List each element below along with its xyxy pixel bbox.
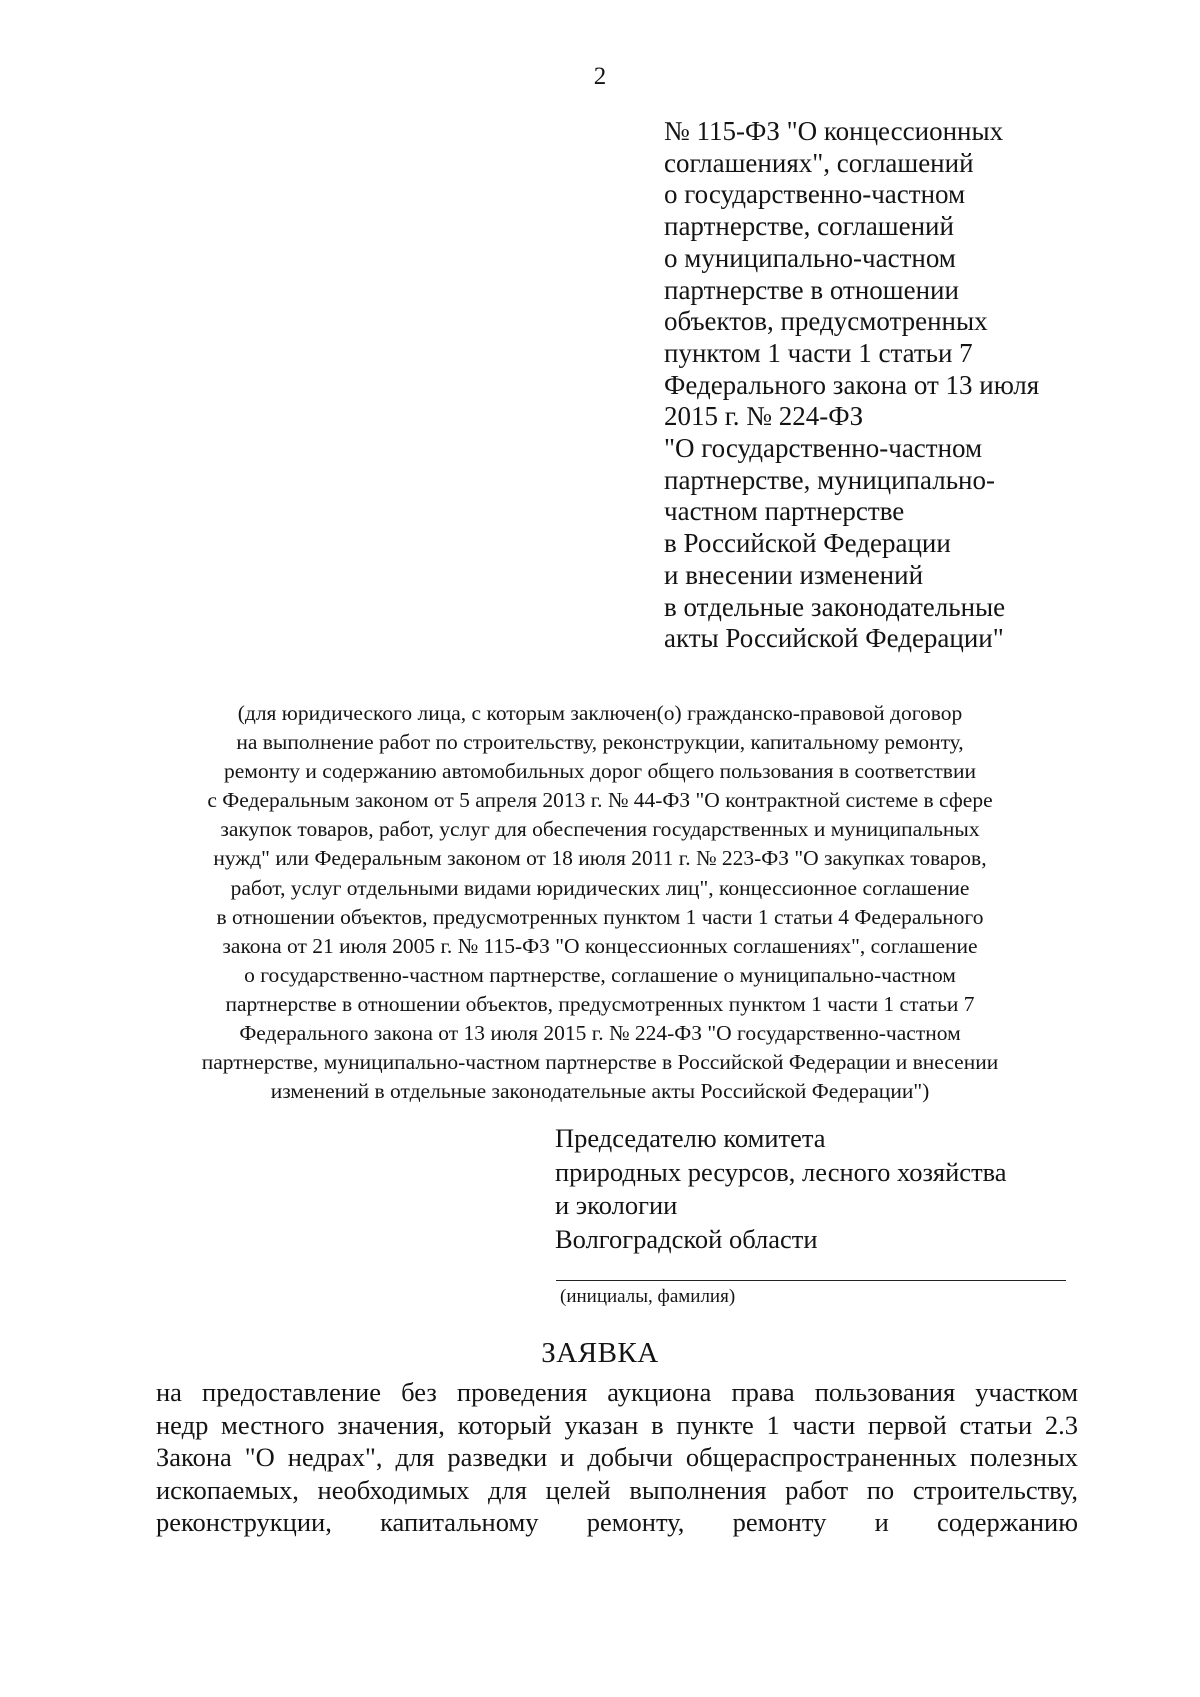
header-line: Федерального закона от 13 июля [664, 369, 1040, 400]
addressee-line: Председателю комитета [555, 1123, 826, 1153]
note-line: в отношении объектов, предусмотренных пунктом 1 части 1 статьи 4 Федерального [216, 904, 984, 929]
note-line: нужд" или Федеральным законом от 18 июля 2011 г. № 223-ФЗ "О закупках товаров, [213, 846, 987, 871]
header-line: пунктом 1 части 1 статьи 7 [664, 337, 973, 368]
header-line: "О государственно-частном [664, 433, 983, 464]
header-line: и внесении изменений [664, 559, 924, 590]
header-line: акты Российской Федерации" [664, 623, 1004, 654]
body-line: реконструкции, капитальному ремонту, ремонту и содержанию [156, 1507, 1078, 1537]
header-line: № 115-ФЗ "О концессионных [664, 116, 1004, 146]
note-line: партнерстве, муниципально-частном партнерстве в Российской Федерации и внесении [201, 1050, 999, 1075]
body-line: недр местного значения, который указан в пункте 1 части первой статьи 2.3 [156, 1409, 1078, 1440]
header-line: партнерстве, соглашений [664, 211, 954, 242]
addressee-block [555, 1122, 1115, 1256]
header-line: в Российской Федерации [664, 528, 951, 559]
note-line: (для юридического лица, с которым заключен(о) гражданско-правовой договор [237, 701, 963, 725]
signature-line [556, 1280, 1066, 1281]
header-line: о государственно-частном [664, 179, 966, 210]
header-line: партнерстве в отношении [664, 274, 959, 305]
header-line: объектов, предусмотренных [664, 306, 988, 337]
header-line: партнерстве, муниципально- [664, 464, 995, 495]
body-text [156, 1376, 1078, 1539]
header-line: 2015 г. № 224-ФЗ [664, 401, 864, 432]
note-line: изменений в отдельные законодательные акты Российской Федерации") [270, 1079, 930, 1104]
note-line: на выполнение работ по строительству, реконструкции, капитальному ремонту, [236, 730, 964, 755]
header-line: соглашениях", соглашений [664, 147, 974, 178]
body-line: Закона "О недрах", для разведки и добычи общераспространенных полезных [156, 1442, 1078, 1472]
note-line: закупок товаров, работ, услуг для обеспечения государственных и муниципальных [220, 817, 980, 842]
header-line: о муниципально-частном [664, 242, 956, 273]
note-line: о государственно-частном партнерстве, соглашение о муниципально-частном [244, 962, 956, 987]
note-line: Федерального закона от 13 июля 2015 г. № 224-ФЗ "О государственно-частном [239, 1021, 961, 1046]
addressee-line: и экологии [555, 1190, 678, 1221]
page-number: 2 [593, 63, 607, 90]
signature-caption: (инициалы, фамилия) [560, 1286, 736, 1307]
header-line: в отдельные законодательные [664, 591, 1006, 622]
body-line: на предоставление без проведения аукциона права пользования участком [156, 1377, 1078, 1407]
note-line: партнерстве в отношении объектов, предусмотренных пунктом 1 части 1 статьи 7 [225, 991, 975, 1016]
document-title: ЗАЯВКА [541, 1337, 659, 1369]
note-line: работ, услуг отдельными видами юридических лиц", концессионное соглашение [230, 875, 970, 900]
note-line: закона от 21 июля 2005 г. № 115-ФЗ "О концессионных соглашениях", соглашение [222, 933, 978, 958]
note-line: ремонту и содержанию автомобильных дорог общего пользования в соответствии [224, 759, 976, 784]
header-block [664, 116, 1184, 655]
note-line: с Федеральным законом от 5 апреля 2013 г. № 44-ФЗ "О контрактной системе в сфере [207, 788, 993, 813]
addressee-line: природных ресурсов, лесного хозяйства [555, 1156, 1007, 1187]
header-line: частном партнерстве [664, 496, 905, 527]
body-line: ископаемых, необходимых для целей выполнения работ по строительству, [156, 1474, 1078, 1505]
addressee-line: Волгоградской области [555, 1223, 818, 1254]
applicant-note [100, 699, 1100, 1106]
